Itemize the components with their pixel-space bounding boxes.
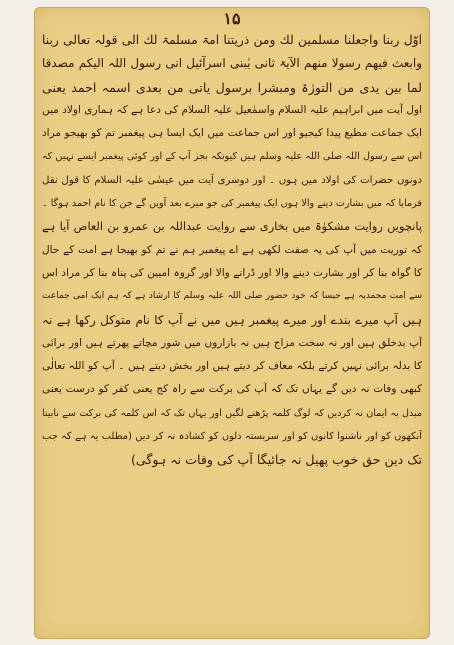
book-page xyxy=(34,7,430,639)
text-line-16: کبھی وفات نہ دیں گے یہاں تک کہ آپ کی برکت سے راہ کج یعنی کفر کو درست یعنی xyxy=(42,383,422,396)
text-line-18: آنکھوں کو اور ناشنوا کانوں کو اور سربستہ دلوں کو کشادہ نہ کر دیں (مطلب یہ ہے کہ جب xyxy=(42,431,422,443)
text-line-4: اول آیت میں ابراہیم علیہ السلام واسمٰعیل علیہ السلام کی دعا ہے کہ ہماری اولاد میں xyxy=(42,103,422,116)
text-body xyxy=(42,29,422,635)
text-line-1: اوّل ربنا واجعلنا مسلمين لك ومن ذريتنا امۃ مسلمۃ لك الی قولہ تعالی ربنا xyxy=(42,33,422,47)
text-line-11: کا گواہ بنا کر اور بشارت دینے والا اور ڈرانے والا اور گروہ امیین کی پناہ بنا کر مراد اس xyxy=(42,266,422,279)
text-line-10: کہ توریت میں آپ کی یہ صفت لکھی ہے اے پیغمبر ہم نے تم کو بھیجا ہے امت کے حال xyxy=(42,243,422,256)
text-line-15: کا بدلہ برائی نہیں کرتے بلکہ معاف کر دیتے ہیں اور بخش دیتے ہیں ۔ آپ کو اللہ تعالٰی xyxy=(42,360,422,373)
text-line-14: آپ بدخلق ہیں اور نہ سخت مزاج ہیں نہ بازاروں میں شور مچاتے پھرتے ہیں اور برائی xyxy=(42,336,422,349)
text-line-8: فرمایا کہ میں بشارت دینے والا ہوں ایک پیغمبر کی جو میرے بعد آویں گے جن کا نام احمد ہوگا ۔ xyxy=(42,198,422,210)
text-line-2: وابعث فیھم رسولا منھم الآیۃ ثانی یٰبنی اسرآئیل انی رسول اللہ الیکم مصدقا xyxy=(42,56,422,71)
page-number: ۱۵ xyxy=(223,9,241,28)
text-line-9: پانچویں روایت مشکوٰۃ میں بخاری سے روایت عبداللہ بن عمرو بن العاص آیا ہے xyxy=(42,219,422,234)
text-line-19: تک دین حق خوب پھیل نہ جائیگا آپ کی وفات نہ ہوگی) xyxy=(130,452,422,468)
text-line-13: ہیں آپ میرے بندے اور میرے پیغمبر ہیں میں نے آپ کا نام متوکل رکھا ہے نہ xyxy=(42,312,422,327)
text-line-7: دونوں حضرات کی اولاد میں ہوں ۔ اور دوسری آیت میں عیسٰی علیہ السلام کا قول نقل xyxy=(42,174,422,186)
text-line-17: مبدل بہ ایمان نہ کردیں کہ لوگ کلمہ پڑھنے لگیں اور یہاں تک کہ اس کلمہ کی برکت سے نابینا xyxy=(42,407,422,419)
text-line-5: ایک جماعت مطیع پیدا کیجیو اور اس جماعت میں ایک ایسا ہی پیغمبر تم کو بھیجو مراد xyxy=(42,127,422,140)
text-line-12: سے امت محمدیہ ہے جیسا کہ خود حضور صلی اللہ علیہ وسلم کا ارشاد ہے کہ ہم ایک امی جماعت xyxy=(42,291,422,302)
text-line-3: لما بین یدی من التورٰۃ ومبشرا برسول یاتی من بعدی اسمہ احمد یعنی xyxy=(42,79,422,95)
text-line-6: اس سے رسول اللہ صلی اللہ علیہ وسلم ہیں کیونکہ بجز آپ کے اور کوئی پیغمبر ایسے نہیں کہ xyxy=(42,151,422,163)
